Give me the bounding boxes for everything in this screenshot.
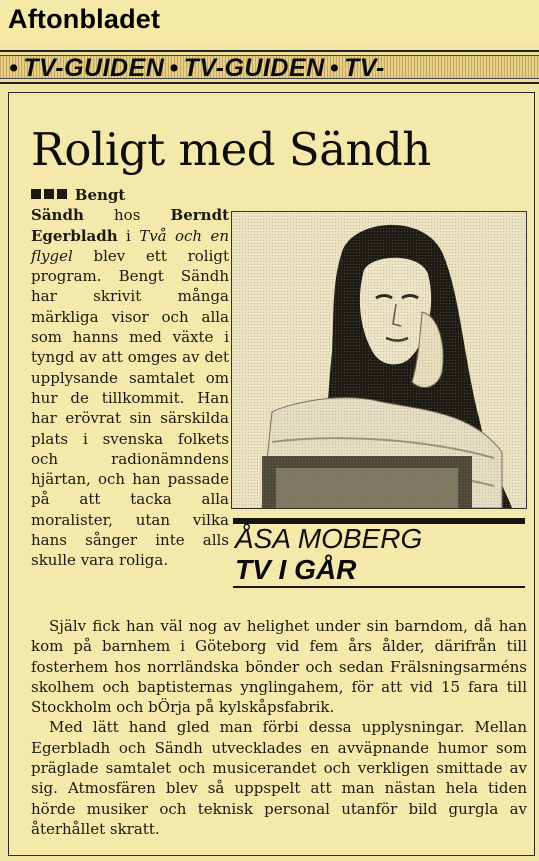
square-bullet-icon: [57, 189, 67, 199]
lead-text: hos: [83, 206, 171, 225]
square-bullet-icon: [31, 189, 41, 199]
bullet-icon: •: [169, 54, 179, 82]
byline: [233, 518, 525, 585]
author-name: ÅSA MOBERG: [235, 523, 423, 554]
bullet-icon: •: [329, 54, 339, 82]
banner-segment: TV-: [343, 54, 385, 82]
byline-rule: [233, 586, 525, 588]
section-banner: [0, 50, 539, 84]
lead-italic: Två och en flygel: [31, 226, 229, 265]
lead-bold: Berndt Egerbladh: [31, 206, 229, 245]
square-bullet-icon: [44, 189, 54, 199]
column-title: TV I GÅR: [235, 554, 357, 585]
lead-bold: Bengt: [74, 186, 126, 204]
banner-segment: TV-GUIDEN: [23, 54, 165, 82]
banner-segment: TV-GUIDEN: [183, 54, 325, 82]
portrait-illustration: [232, 212, 526, 508]
article-headline: Roligt med Sändh: [31, 123, 431, 176]
lead-text: i: [117, 226, 140, 245]
lead-text: blev ett roligt program. Bengt Sändh har skrivit många märkliga visor och alla som hanns med växte i tyngd av att omges av det upplysande samtalet om hur de tillkommit. Han har erövrat sin särskilda plats i svenska folkets och radionämndens hjärtan, och han passade på att tacka alla moralister, utan vilka hans sånger inte alls skulle vara roliga.: [31, 246, 229, 570]
banner-text: [4, 56, 385, 80]
portrait-photo: [231, 211, 527, 509]
lead-paragraph: [31, 185, 229, 571]
banner-strip: [0, 54, 539, 82]
article-body: [31, 616, 527, 839]
bullet-icon: •: [9, 54, 19, 82]
body-paragraph: Med lätt hand gled man förbi dessa upplysningar. Mellan Egerbladh och Sändh utvecklades en avväpnande humor som präglade samtalet och musicerandet och verkligen smittade av sig. Atmosfären blev så uppspelt att man nästan hela tiden hörde musiker och teknisk personal utanför bild gurgla av återhållet skratt.: [31, 718, 527, 838]
article: [8, 92, 535, 856]
lead-bold: Sändh: [31, 206, 84, 225]
publication-name: Aftonbladet: [8, 4, 161, 34]
body-paragraph: Själv fick han väl nog av helighet under sin barndom, då han kom på barnhem i Göteborg vid fem års ålder, därifrån till fosterhem hos norrländska bönder och sedan Frälsningsarméns skolhem och baptisternas ynglingahem, för att vid 15 fara till Stockholm och bÖrja på kylskåpsfabrik.: [31, 617, 527, 717]
masthead: [0, 0, 539, 44]
